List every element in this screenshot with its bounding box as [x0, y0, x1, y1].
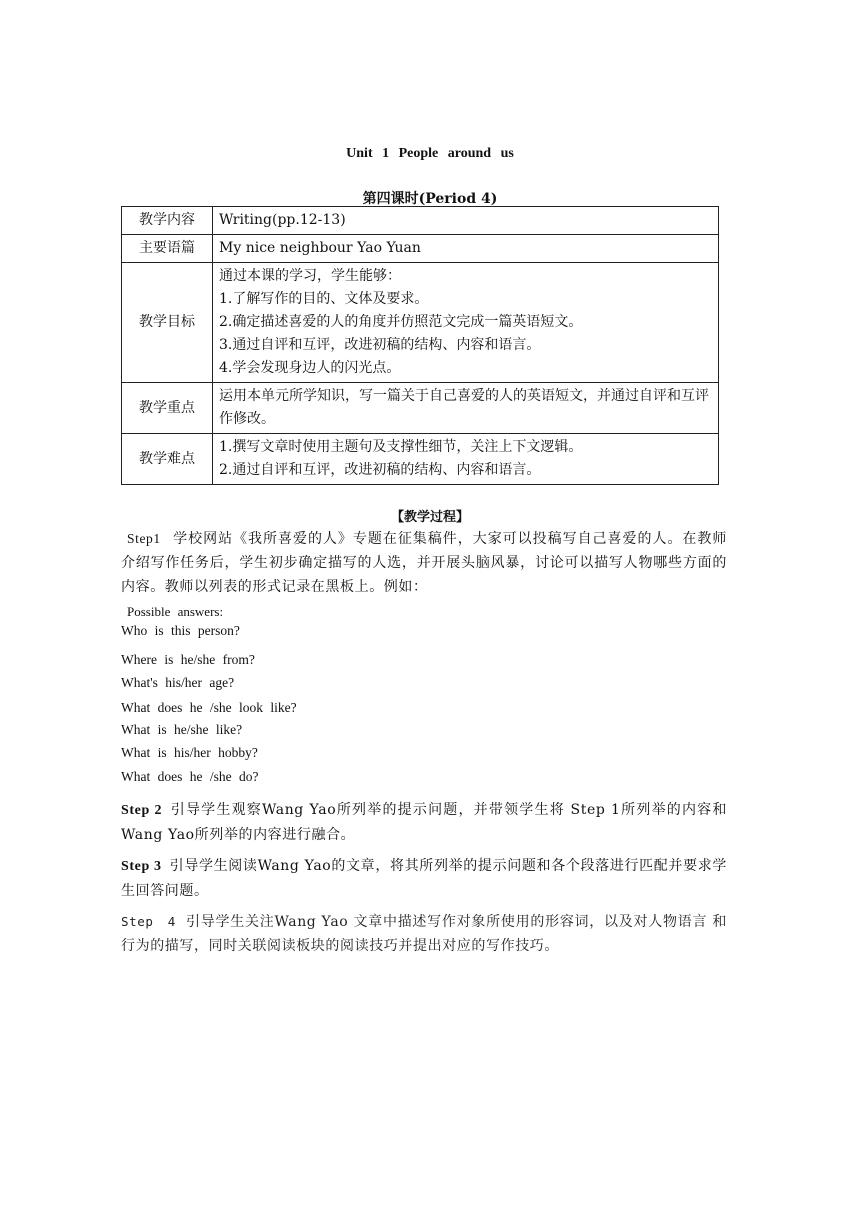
question-item: What's his/her age?	[121, 675, 235, 690]
step3-label: Step 3	[121, 859, 162, 874]
row-value-content	[213, 207, 719, 235]
row-value-difficulties	[213, 434, 719, 485]
table-line: 1.撰写文章时使用主题句及支撑性细节，关注上下文逻辑。	[219, 439, 583, 455]
question-item: What is his/her hobby?	[121, 745, 258, 760]
step1-text: 学校网站《我所喜爱的人》专题在征集稿件，大家可以投稿写自己喜爱的人。在教师介绍写作任务后，学生初步确定描写的人选，并开展头脑风暴，讨论可以描写人物哪些方面的内容。教师以列表的形式记录在黑板上。例如：	[121, 531, 727, 595]
question-item: What is he/she like?	[121, 722, 243, 737]
row-label-text: 主要语篇	[122, 235, 213, 263]
step4-text: 引导学生关注Wang Yao 文章中描述写作对象所使用的形容词，以及对人物语言 和行为的描写，同时关联阅读板块的阅读技巧并提出对应的写作技巧。	[121, 914, 727, 954]
lesson-info-table	[121, 206, 719, 485]
question-item: What does he /she do?	[121, 769, 259, 784]
table-row	[122, 434, 719, 485]
table-line: 4.学会发现身边人的闪光点。	[219, 360, 401, 376]
table-line: 2.通过自评和互评，改进初稿的结构、内容和语言。	[219, 462, 541, 478]
row-label-objectives: 教学目标	[122, 263, 213, 383]
table-row	[122, 263, 719, 383]
row-label-key-points: 教学重点	[122, 383, 213, 434]
step2-paragraph	[121, 798, 727, 847]
period-title: 第四课时(Period 4)	[362, 191, 498, 207]
row-value-text	[213, 235, 719, 263]
table-line: Writing(pp.12-13)	[219, 212, 346, 228]
possible-answers-label: Possible answers:	[127, 604, 224, 619]
table-row	[122, 207, 719, 235]
table-line: 3.通过自评和互评，改进初稿的结构、内容和语言。	[219, 337, 541, 353]
step3-paragraph	[121, 854, 727, 903]
table-line: 通过本课的学习，学生能够：	[219, 268, 401, 284]
process-heading: 【教学过程】	[390, 510, 469, 525]
table-line: 1.了解写作的目的、文体及要求。	[219, 291, 429, 307]
unit-title: Unit 1 People around us	[346, 146, 514, 161]
table-row	[122, 383, 719, 434]
table-row	[122, 235, 719, 263]
question-item: Where is he/she from?	[121, 652, 255, 667]
row-value-objectives	[213, 263, 719, 383]
step1-paragraph	[121, 527, 727, 599]
step4-paragraph	[121, 910, 727, 958]
step4-label: Step 4	[121, 914, 176, 929]
question-item: What does he /she look like?	[121, 700, 297, 715]
step2-label: Step 2	[121, 803, 163, 818]
row-label-difficulties: 教学难点	[122, 434, 213, 485]
table-line: My nice neighbour Yao Yuan	[219, 240, 421, 256]
table-line: 运用本单元所学知识，写一篇关于自己喜爱的人的英语短文，并通过自评和互评作修改。	[219, 388, 709, 427]
step2-text: 引导学生观察Wang Yao所列举的提示问题，并带领学生将 Step 1所列举的内容和 Wang Yao所列举的内容进行融合。	[121, 802, 727, 843]
row-label-content: 教学内容	[122, 207, 213, 235]
table-line: 2.确定描述喜爱的人的角度并仿照范文完成一篇英语短文。	[219, 314, 583, 330]
row-value-key-points	[213, 383, 719, 434]
step3-text: 引导学生阅读Wang Yao的文章，将其所列举的提示问题和各个段落进行匹配并要求学生回答问题。	[121, 858, 727, 899]
question-item: Who is this person?	[121, 623, 240, 638]
step1-label: Step1	[127, 531, 161, 546]
